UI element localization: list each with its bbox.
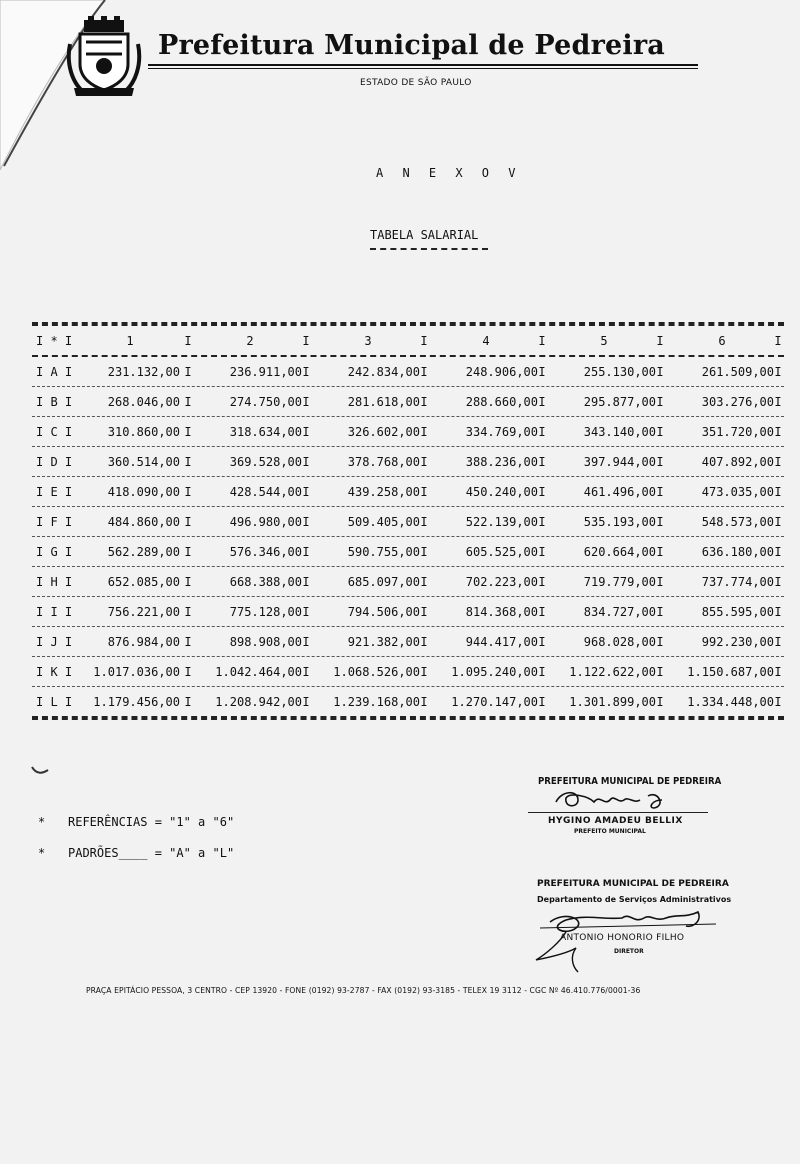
note-references	[38, 815, 234, 829]
column-separator: I	[302, 425, 310, 439]
column-separator: I	[302, 695, 310, 709]
salary-cell: 590.755,00	[347, 545, 420, 559]
table-row	[32, 597, 784, 626]
table-row	[32, 357, 784, 386]
table-row	[32, 447, 784, 476]
salary-cell: 921.382,00	[347, 635, 420, 649]
row-key-cell: I K I	[36, 665, 73, 679]
director-department: Departamento de Serviços Administrativos	[537, 895, 732, 904]
salary-cell: 360.514,00	[107, 455, 180, 469]
column-separator: I	[656, 455, 664, 469]
salary-cell: 407.892,00	[701, 455, 774, 469]
column-separator: I	[302, 485, 310, 499]
table-row	[32, 657, 784, 686]
salary-cell: 231.132,00	[107, 365, 180, 379]
salary-cell: 1.208.942,00	[215, 695, 302, 709]
note-marker: *	[38, 815, 46, 829]
column-separator: I	[774, 575, 782, 589]
salary-cell: 281.618,00	[347, 395, 420, 409]
column-separator: I	[420, 395, 428, 409]
salary-cell: 439.258,00	[347, 485, 420, 499]
salary-cell: 450.240,00	[465, 485, 538, 499]
column-separator: I	[538, 515, 546, 529]
note-text: PADRÕES____ = "A" a "L"	[68, 846, 235, 860]
column-separator: I	[302, 605, 310, 619]
salary-cell: 261.509,00	[701, 365, 774, 379]
salary-cell: 351.720,00	[701, 425, 774, 439]
salary-cell: 310.860,00	[107, 425, 180, 439]
salary-cell: 397.944,00	[583, 455, 656, 469]
salary-cell: 605.525,00	[465, 545, 538, 559]
row-key-cell: I A I	[36, 365, 73, 379]
header-cell: 1	[126, 334, 134, 348]
column-separator: I	[538, 635, 546, 649]
column-separator: I	[184, 575, 192, 589]
mayor-signature-line	[528, 812, 708, 813]
salary-cell: 702.223,00	[465, 575, 538, 589]
salary-cell: 428.544,00	[229, 485, 302, 499]
header-cell: 5	[600, 334, 608, 348]
salary-cell: 343.140,00	[583, 425, 656, 439]
column-separator: I	[420, 575, 428, 589]
column-separator: I	[538, 455, 546, 469]
column-separator: I	[774, 545, 782, 559]
letterhead-rule	[148, 64, 698, 66]
column-separator: I	[656, 515, 664, 529]
column-separator: I	[420, 665, 428, 679]
letterhead-state: ESTADO DE SÃO PAULO	[360, 78, 472, 88]
salary-cell: 876.984,00	[107, 635, 180, 649]
column-separator: I	[774, 605, 782, 619]
salary-cell: 855.595,00	[701, 605, 774, 619]
column-separator: I	[656, 575, 664, 589]
crest-motto: FLOR DA PORCELANA	[77, 88, 131, 94]
scan-mark	[30, 764, 50, 776]
table-row	[32, 687, 784, 716]
table-bottom-rule	[32, 716, 784, 720]
column-separator: I	[538, 695, 546, 709]
salary-cell: 388.236,00	[465, 455, 538, 469]
table-row	[32, 477, 784, 506]
salary-cell: 461.496,00	[583, 485, 656, 499]
column-separator: I	[420, 485, 428, 499]
salary-cell: 794.506,00	[347, 605, 420, 619]
column-separator: I	[774, 695, 782, 709]
column-separator: I	[420, 425, 428, 439]
salary-cell: 652.085,00	[107, 575, 180, 589]
salary-cell: 992.230,00	[701, 635, 774, 649]
row-key-cell: I F I	[36, 515, 73, 529]
column-separator: I	[184, 515, 192, 529]
salary-cell: 898.908,00	[229, 635, 302, 649]
column-separator: I	[420, 605, 428, 619]
column-separator: I	[538, 425, 546, 439]
table-title-underline	[370, 248, 488, 250]
salary-cell: 418.090,00	[107, 485, 180, 499]
column-separator: I	[656, 695, 664, 709]
salary-cell: 576.346,00	[229, 545, 302, 559]
column-separator: I	[656, 545, 664, 559]
note-marker: *	[38, 846, 46, 860]
salary-table	[32, 322, 784, 720]
header-cell: 6	[718, 334, 726, 348]
column-separator: I	[656, 665, 664, 679]
row-key-cell: I J I	[36, 635, 73, 649]
salary-cell: 303.276,00	[701, 395, 774, 409]
column-separator: I	[538, 545, 546, 559]
column-separator: I	[656, 635, 664, 649]
director-role: DIRETOR	[614, 948, 644, 955]
salary-cell: 484.860,00	[107, 515, 180, 529]
column-separator: I	[184, 665, 192, 679]
column-separator: I	[302, 515, 310, 529]
letterhead-title: Prefeitura Municipal de Pedreira	[158, 30, 665, 61]
column-separator: I	[538, 605, 546, 619]
header-cell: 4	[482, 334, 490, 348]
salary-cell: 968.028,00	[583, 635, 656, 649]
column-separator: I	[420, 365, 428, 379]
column-separator: I	[302, 395, 310, 409]
column-separator: I	[420, 695, 428, 709]
row-key-cell: I E I	[36, 485, 73, 499]
salary-cell: 1.068.526,00	[333, 665, 420, 679]
column-separator: I	[420, 635, 428, 649]
table-header-row: I * I 1 I 2 I 3 I 4 I 5 I 6 I	[36, 334, 782, 348]
column-separator: I	[184, 455, 192, 469]
column-separator: I	[538, 365, 546, 379]
column-separator: I	[184, 695, 192, 709]
column-separator: I	[774, 455, 782, 469]
column-separator: I	[774, 515, 782, 529]
table-row	[32, 627, 784, 656]
column-separator: I	[302, 575, 310, 589]
table-row	[32, 537, 784, 566]
salary-cell: 255.130,00	[583, 365, 656, 379]
salary-cell: 1.150.687,00	[687, 665, 774, 679]
row-key-cell: I D I	[36, 455, 73, 469]
salary-cell: 719.779,00	[583, 575, 656, 589]
salary-cell: 562.289,00	[107, 545, 180, 559]
column-separator: I	[656, 365, 664, 379]
row-key-cell: I L I	[36, 695, 73, 709]
column-separator: I	[774, 635, 782, 649]
column-separator: I	[184, 395, 192, 409]
column-separator: I	[302, 455, 310, 469]
column-separator: I	[302, 635, 310, 649]
column-separator: I	[420, 515, 428, 529]
salary-cell: 473.035,00	[701, 485, 774, 499]
salary-cell: 509.405,00	[347, 515, 420, 529]
table-row	[32, 567, 784, 596]
salary-cell: 814.368,00	[465, 605, 538, 619]
salary-cell: 775.128,00	[229, 605, 302, 619]
row-key-cell: I C I	[36, 425, 73, 439]
salary-cell: 1.017.036,00	[93, 665, 180, 679]
note-text: REFERÊNCIAS = "1" a "6"	[68, 815, 235, 829]
column-separator: I	[538, 395, 546, 409]
mayor-signature-icon	[548, 786, 698, 812]
mayor-stamp-org: PREFEITURA MUNICIPAL DE PEDREIRA	[538, 776, 722, 787]
salary-cell: 1.334.448,00	[687, 695, 774, 709]
salary-cell: 268.046,00	[107, 395, 180, 409]
salary-cell: 1.270.147,00	[451, 695, 538, 709]
column-separator: I	[184, 545, 192, 559]
salary-cell: 756.221,00	[107, 605, 180, 619]
column-separator: I	[184, 365, 192, 379]
letterhead-rule	[148, 68, 698, 69]
column-separator: I	[774, 485, 782, 499]
salary-cell: 248.906,00	[465, 365, 538, 379]
footer-address: PRAÇA EPITÁCIO PESSOA, 3 CENTRO - CEP 13920 - FONE (0192) 93-2787 - FAX (0192) 93-3185 - TELEX 19 3112 - CGC Nº 46.410.776/0001-36	[86, 986, 641, 995]
column-separator: I	[184, 425, 192, 439]
salary-cell: 685.097,00	[347, 575, 420, 589]
column-separator: I	[656, 605, 664, 619]
director-stamp-org: PREFEITURA MUNICIPAL DE PEDREIRA	[537, 879, 729, 889]
row-key-cell: I H I	[36, 575, 73, 589]
salary-cell: 496.980,00	[229, 515, 302, 529]
annex-title: A N E X O V	[376, 166, 522, 180]
table-row	[32, 417, 784, 446]
salary-cell: 1.095.240,00	[451, 665, 538, 679]
row-key-cell: I B I	[36, 395, 73, 409]
column-separator: I	[184, 635, 192, 649]
salary-cell: 274.750,00	[229, 395, 302, 409]
salary-cell: 522.139,00	[465, 515, 538, 529]
column-separator: I	[656, 395, 664, 409]
column-separator: I	[420, 455, 428, 469]
salary-cell: 334.769,00	[465, 425, 538, 439]
column-separator: I	[184, 485, 192, 499]
row-key-cell: I I I	[36, 605, 73, 619]
table-title: TABELA SALARIAL	[370, 228, 479, 242]
column-separator: I	[184, 605, 192, 619]
salary-cell: 636.180,00	[701, 545, 774, 559]
row-key-cell: I G I	[36, 545, 73, 559]
mayor-role: PREFEITO MUNICIPAL	[574, 828, 646, 835]
salary-cell: 1.122.622,00	[569, 665, 656, 679]
table-row	[32, 387, 784, 416]
column-separator: I	[774, 395, 782, 409]
column-separator: I	[774, 425, 782, 439]
column-separator: I	[302, 545, 310, 559]
salary-cell: 620.664,00	[583, 545, 656, 559]
salary-cell: 1.179.456,00	[93, 695, 180, 709]
column-separator: I	[420, 545, 428, 559]
column-separator: I	[656, 425, 664, 439]
salary-cell: 548.573,00	[701, 515, 774, 529]
salary-cell: 236.911,00	[229, 365, 302, 379]
table-body	[32, 357, 784, 716]
column-separator: I	[656, 485, 664, 499]
salary-cell: 378.768,00	[347, 455, 420, 469]
salary-cell: 326.602,00	[347, 425, 420, 439]
salary-cell: 535.193,00	[583, 515, 656, 529]
salary-cell: 1.239.168,00	[333, 695, 420, 709]
column-separator: I	[538, 575, 546, 589]
header-corner-cell: I * I	[36, 334, 73, 348]
column-separator: I	[538, 485, 546, 499]
mayor-name: HYGINO AMADEU BELLIX	[548, 816, 683, 826]
note-standards	[38, 846, 234, 860]
salary-cell: 668.388,00	[229, 575, 302, 589]
salary-cell: 288.660,00	[465, 395, 538, 409]
salary-cell: 318.634,00	[229, 425, 302, 439]
column-separator: I	[302, 365, 310, 379]
director-name: ANTONIO HONORIO FILHO	[560, 933, 685, 943]
salary-cell: 1.301.899,00	[569, 695, 656, 709]
salary-cell: 1.042.464,00	[215, 665, 302, 679]
column-separator: I	[774, 365, 782, 379]
salary-cell: 242.834,00	[347, 365, 420, 379]
column-separator: I	[302, 665, 310, 679]
salary-cell: 295.877,00	[583, 395, 656, 409]
salary-cell: 834.727,00	[583, 605, 656, 619]
table-row	[32, 507, 784, 536]
salary-cell: 737.774,00	[701, 575, 774, 589]
column-separator: I	[538, 665, 546, 679]
header-cell: 3	[364, 334, 372, 348]
column-separator: I	[774, 665, 782, 679]
salary-cell: 944.417,00	[465, 635, 538, 649]
salary-cell: 369.528,00	[229, 455, 302, 469]
header-cell: 2	[246, 334, 254, 348]
